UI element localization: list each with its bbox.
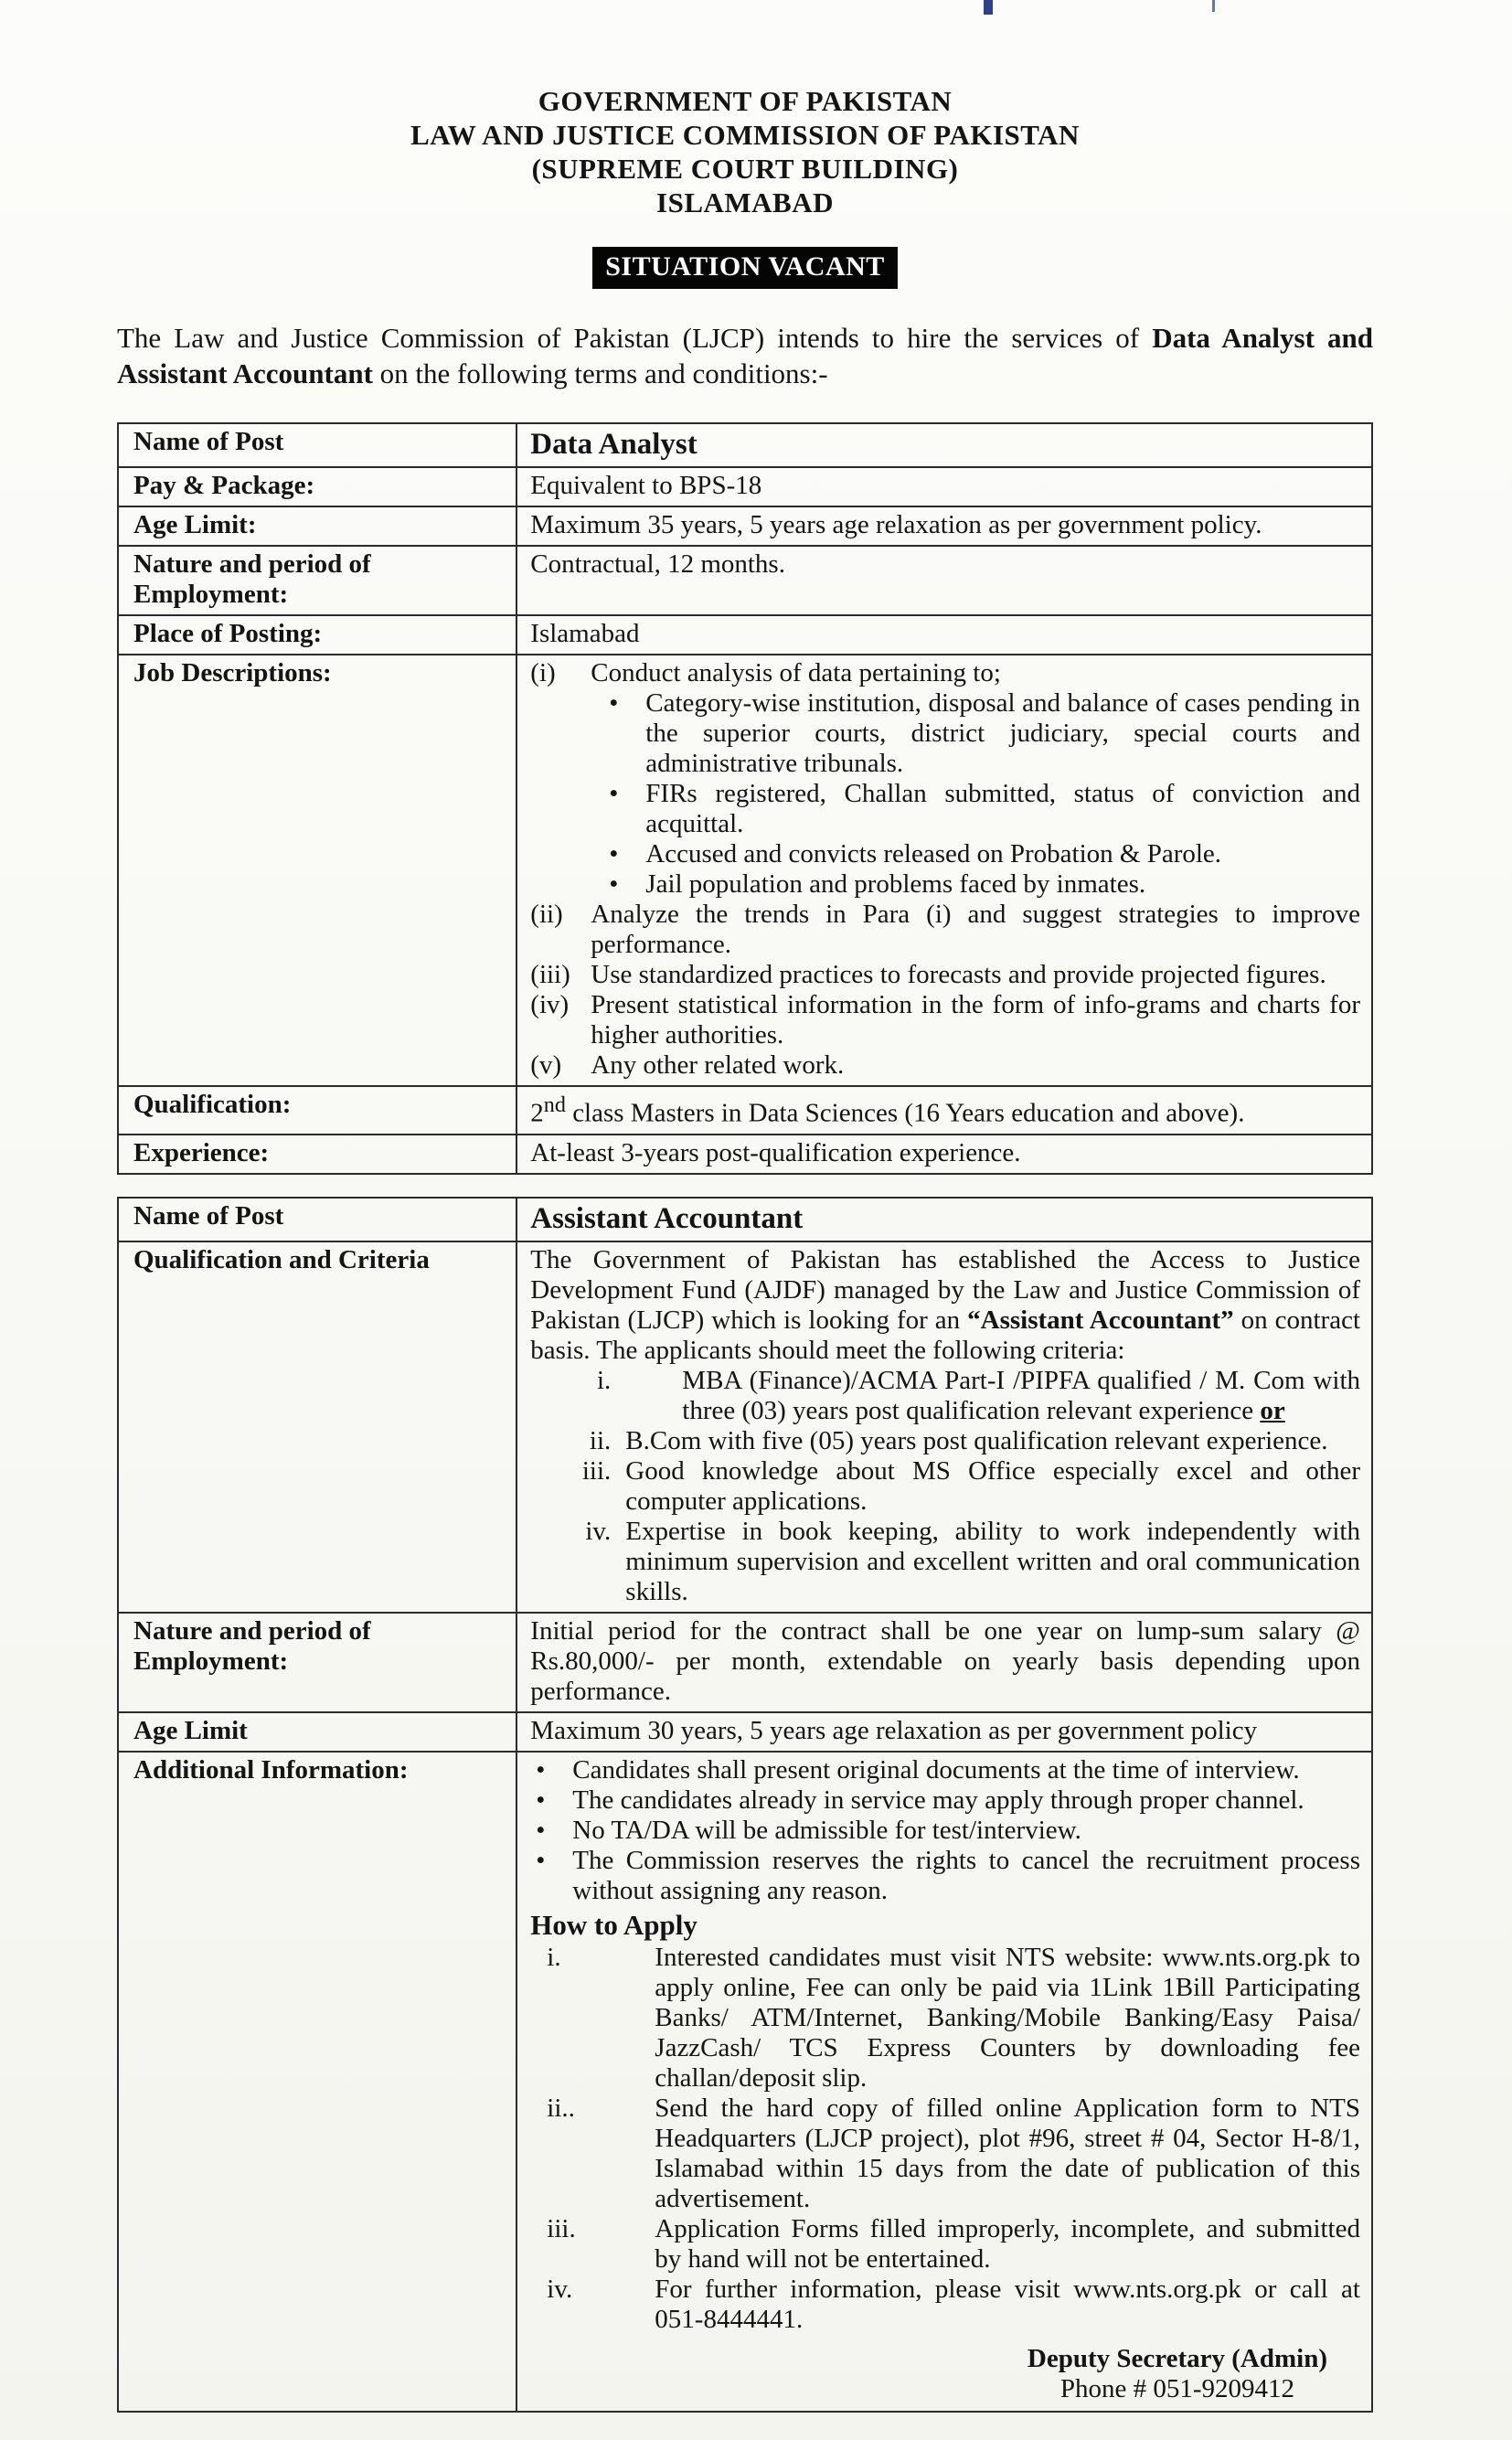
apply-item-iii-text: Application Forms filled improperly, incomplete, and submitted by hand will not be entertained. <box>655 2213 1360 2274</box>
row-value-job-descriptions <box>516 655 1372 1086</box>
additional-bullet-2-text: The candidates already in service may apply through proper channel. <box>572 1785 1304 1815</box>
intro-text-2: on the following terms and conditions:- <box>372 357 828 389</box>
job-item-v-text: Any other related work. <box>591 1050 845 1080</box>
table-row-nature-period <box>118 1613 1372 1712</box>
row-value-nature-period: Initial period for the contract shall be one year on lump-sum salary @ Rs.80,000/- per month, extendable on yearly basis depending upon performance. <box>516 1613 1372 1712</box>
job-item-iii-text: Use standardized practices to forecasts and provide projected figures. <box>591 960 1326 989</box>
additional-bullet-2 <box>536 1785 1360 1816</box>
row-label-qualification: Qualification: <box>118 1086 516 1135</box>
intro-paragraph <box>117 320 1373 391</box>
bullet-icon: • <box>536 1845 546 1875</box>
scan-artifact <box>1212 0 1215 12</box>
criteria-item-i-text <box>682 1366 1360 1426</box>
criteria-item-ii-text: B.Com with five (05) years post qualification relevant experience. <box>625 1425 1328 1455</box>
how-to-apply-heading: How to Apply <box>530 1908 697 1941</box>
job-bullet-3-text: Accused and convicts released on Probation & Parole. <box>645 839 1222 868</box>
table-row-name-of-post <box>118 1198 1372 1241</box>
row-value-qualification <box>516 1086 1372 1135</box>
additional-bullet-4 <box>536 1846 1360 1906</box>
criteria-item-iv-number: iv. <box>585 1516 612 1546</box>
row-label-name-of-post: Name of Post <box>118 423 516 467</box>
bullet-icon: • <box>609 869 619 899</box>
bullet-icon: • <box>609 688 619 718</box>
apply-item-ii-number: ii.. <box>547 2093 575 2123</box>
row-label-age-limit: Age Limit <box>118 1712 516 1752</box>
apply-item-iii-number: iii. <box>547 2213 576 2243</box>
row-value-qualification-criteria <box>516 1241 1372 1613</box>
criteria-item-i <box>563 1366 1360 1426</box>
apply-item-i <box>547 1943 1360 2094</box>
row-value-place-of-posting: Islamabad <box>516 615 1372 655</box>
bullet-icon: • <box>609 839 619 868</box>
criteria-item-i-or: or <box>1260 1395 1285 1425</box>
row-label-experience: Experience: <box>118 1135 516 1174</box>
row-label-nature-period: Nature and period of Employment: <box>118 1613 516 1712</box>
criteria-item-iii-text: Good knowledge about MS Office especially excel and other computer applications. <box>625 1455 1360 1516</box>
job-item-iii <box>530 960 1360 990</box>
job-item-ii-text: Analyze the trends in Para (i) and suggest strategies to improve performance. <box>591 900 1360 959</box>
job-item-i-number: (i) <box>530 658 556 687</box>
job-item-v <box>530 1050 1360 1081</box>
criteria-intro-1: The Government of Pakistan has established the Access to Justice Development Fund (AJDF) managed by the Law and Justice Commission of Pakistan (LJCP) which is looking for an <box>530 1244 1360 1335</box>
qualification-text: class Masters in Data Sciences (16 Years education and above). <box>565 1098 1245 1128</box>
bullet-icon: • <box>536 1754 546 1785</box>
job-bullet-1-text: Category-wise institution, disposal and balance of cases pending in the superior courts, district judiciary, special courts and administrative tribunals. <box>645 688 1360 778</box>
criteria-item-iii <box>563 1456 1360 1517</box>
job-item-ii <box>530 900 1360 960</box>
criteria-intro-paragraph <box>530 1245 1360 1366</box>
table-row-age-limit <box>118 506 1372 546</box>
criteria-item-iii-number: iii. <box>581 1455 612 1486</box>
apply-item-iv-number: iv. <box>547 2274 573 2304</box>
assistant-accountant-table <box>117 1197 1373 2413</box>
row-label-nature-period: Nature and period of Employment: <box>118 546 516 615</box>
bullet-icon: • <box>536 1785 546 1815</box>
apply-item-iv <box>547 2275 1360 2335</box>
apply-item-i-text: Interested candidates must visit NTS website: www.nts.org.pk to apply online, Fee can only be paid via 1Link 1Bill Participating Banks/ ATM/Internet, Banking/Mobile Banking/Easy Paisa/ JazzCash/ TCS Express Counters by downloading fee challan/deposit slip. <box>655 1942 1360 2093</box>
table-row-job-descriptions <box>118 655 1372 1086</box>
job-item-iv <box>530 990 1360 1050</box>
intro-bold-posts: Data Analyst and Assistant Accountant <box>117 322 1374 389</box>
qualification-number: 2 <box>530 1098 544 1128</box>
row-label-additional-information: Additional Information: <box>118 1752 516 2412</box>
scan-artifact <box>984 0 993 15</box>
criteria-intro-2: on contract basis. The applicants should meet the following criteria: <box>530 1305 1361 1365</box>
additional-bullet-3 <box>536 1816 1360 1846</box>
data-analyst-table <box>117 422 1373 1175</box>
table-row-qualification <box>118 1086 1372 1135</box>
table-row-nature-period <box>118 546 1372 615</box>
apply-item-ii <box>547 2094 1360 2214</box>
row-value-pay-package: Equivalent to BPS-18 <box>516 467 1372 506</box>
row-label-job-descriptions: Job Descriptions: <box>118 655 516 1086</box>
apply-item-i-number: i. <box>547 1942 561 1972</box>
criteria-item-i-body: MBA (Finance)/ACMA Part-I /PIPFA qualified / M. Com with three (03) years post qualification relevant experience <box>682 1365 1360 1425</box>
situation-vacant-banner: SITUATION VACANT <box>592 247 898 289</box>
table-row-place-of-posting <box>118 615 1372 655</box>
criteria-item-iv-text: Expertise in book keeping, ability to work independently with minimum supervision and excellent written and oral communication skills. <box>625 1516 1360 1606</box>
apply-item-iii <box>547 2214 1360 2275</box>
job-item-iv-number: (iv) <box>530 990 570 1019</box>
job-item-i-text: Conduct analysis of data pertaining to; <box>591 658 1001 687</box>
criteria-intro-bold: “Assistant Accountant” <box>967 1305 1234 1335</box>
row-label-qualification-criteria: Qualification and Criteria <box>118 1241 516 1613</box>
bullet-icon: • <box>609 779 619 808</box>
row-value-nature-period: Contractual, 12 months. <box>516 546 1372 615</box>
signature-title: Deputy Secretary (Admin) <box>1027 2343 1327 2373</box>
job-item-i <box>530 658 1360 688</box>
job-bullet-2 <box>609 779 1360 839</box>
row-value-additional-information <box>516 1752 1372 2412</box>
criteria-item-ii-number: ii. <box>589 1425 612 1455</box>
table-row-experience <box>118 1135 1372 1174</box>
apply-item-ii-text: Send the hard copy of filled online Application form to NTS Headquarters (LJCP project), plot #96, street # 04, Sector H-8/1, Islamabad within 15 days from the date of publication of this advertisement. <box>655 2093 1360 2213</box>
signature-block <box>530 2335 1360 2406</box>
table-row-pay-package <box>118 467 1372 506</box>
table-row-name-of-post <box>118 423 1372 467</box>
job-bullet-4 <box>609 869 1360 900</box>
row-value-post-name: Data Analyst <box>516 423 1372 467</box>
intro-text-1: The Law and Justice Commission of Pakistan (LJCP) intends to hire the services of <box>117 322 1153 354</box>
signature-inner <box>1028 2344 1327 2404</box>
table-row-age-limit <box>118 1712 1372 1752</box>
apply-item-iv-text: For further information, please visit www.nts.org.pk or call at 051-8444441. <box>655 2274 1360 2334</box>
job-item-v-number: (v) <box>530 1050 562 1080</box>
bullet-icon: • <box>536 1815 546 1845</box>
table-row-qualification-criteria <box>118 1241 1372 1613</box>
row-value-experience: At-least 3-years post-qualification experience. <box>516 1135 1372 1174</box>
job-item-ii-number: (ii) <box>530 900 563 929</box>
row-label-place-of-posting: Place of Posting: <box>118 615 516 655</box>
row-label-age-limit: Age Limit: <box>118 506 516 546</box>
additional-bullet-1 <box>536 1755 1360 1785</box>
additional-bullet-1-text: Candidates shall present original documents at the time of interview. <box>572 1754 1300 1785</box>
job-bullet-4-text: Jail population and problems faced by inmates. <box>645 869 1146 899</box>
row-label-pay-package: Pay & Package: <box>118 467 516 506</box>
row-value-age-limit: Maximum 35 years, 5 years age relaxation as per government policy. <box>516 506 1372 546</box>
row-label-name-of-post: Name of Post <box>118 1198 516 1241</box>
table-row-additional-information <box>118 1752 1372 2412</box>
job-item-iii-number: (iii) <box>530 960 570 989</box>
row-value-age-limit: Maximum 30 years, 5 years age relaxation as per government policy <box>516 1712 1372 1752</box>
header-line-building: (SUPREME COURT BUILDING) <box>531 153 959 185</box>
banner-row <box>117 247 1373 289</box>
job-item-iv-text: Present statistical information in the form of info-grams and charts for higher authorities. <box>591 990 1360 1050</box>
document-header <box>117 84 1373 219</box>
header-line-commission: LAW AND JUSTICE COMMISSION OF PAKISTAN <box>410 119 1080 151</box>
additional-bullet-3-text: No TA/DA will be admissible for test/interview. <box>572 1815 1081 1845</box>
criteria-item-ii <box>563 1426 1360 1456</box>
header-line-government: GOVERNMENT OF PAKISTAN <box>538 85 953 117</box>
row-value-post-name: Assistant Accountant <box>516 1198 1372 1241</box>
criteria-item-iv <box>563 1517 1360 1607</box>
criteria-item-i-number: i. <box>596 1365 612 1395</box>
additional-bullet-4-text: The Commission reserves the rights to cancel the recruitment process without assigning any reason. <box>572 1845 1360 1905</box>
job-bullet-1 <box>609 688 1360 779</box>
header-line-city: ISLAMABAD <box>656 186 834 218</box>
qualification-ordinal: nd <box>543 1092 566 1117</box>
job-bullet-3 <box>609 839 1360 869</box>
signature-phone: Phone # 051-9209412 <box>1059 2373 1295 2403</box>
job-bullet-2-text: FIRs registered, Challan submitted, status of conviction and acquittal. <box>645 779 1360 838</box>
